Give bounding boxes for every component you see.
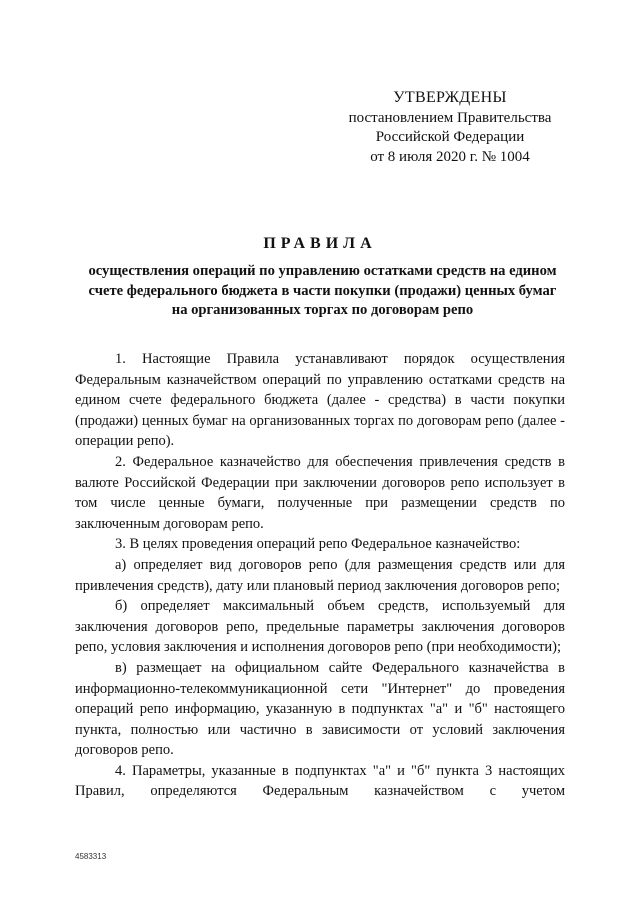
paragraph-3: 3. В целях проведения операций репо Федеральное казначейство:: [115, 536, 521, 553]
approval-line-2: Российской Федерации: [375, 129, 525, 145]
subtitle-line-3: на организованных торгах по договорам репо: [171, 302, 474, 318]
paragraph-3c: в) размещает на официальном сайте Федерального казначейства в информационно-телекоммуникационной сети "Интернет" до проведения операций репо информацию, указанную в подпунктах "а" и "б" настоящего пункта, полностью или частично в зависимости от условий заключения договоров репо.: [75, 659, 565, 759]
subtitle-line-2: счете федерального бюджета в части покупки (продажи) ценных бумаг: [88, 282, 557, 299]
approval-heading: УТВЕРЖДЕНЫ: [393, 89, 507, 106]
paragraph-3b: б) определяет максимальный объем средств, используемый для заключения договоров репо, предельные параметры заключения договоров репо, условия заключения и исполнения договоров репо (при необходимости);: [75, 598, 565, 656]
approval-block: [335, 88, 565, 167]
paragraph-4: 4. Параметры, указанные в подпунктах "а" и "б" пункта 3 настоящих Правил, определяются Федеральным казначейством с учетом: [75, 762, 565, 800]
approval-line-3: от 8 июля 2020 г. № 1004: [370, 148, 530, 165]
document-title: ПРАВИЛА: [263, 235, 377, 252]
subtitle-line-1: осуществления операций по управлению остатками средств на едином: [88, 263, 557, 279]
document-body: [75, 349, 565, 802]
document-subtitle: [70, 262, 575, 321]
document-code: 4583313: [75, 852, 107, 861]
approval-line-1: постановлением Правительства: [348, 109, 552, 126]
paragraph-2: 2. Федеральное казначейство для обеспечения привлечения средств в валюте Российской Федерации при заключении договоров репо использует в том числе ценные бумаги, полученные при размещении средств по заключенным договорам репо.: [75, 453, 565, 532]
paragraph-3a: а) определяет вид договоров репо (для размещения средств или для привлечения средств), дату или плановый период заключения договоров репо;: [75, 556, 565, 594]
paragraph-1: 1. Настоящие Правила устанавливают порядок осуществления Федеральным казначейством операций по управлению остатками средств на едином счете федерального бюджета (далее - средства) в части покупки (продажи) ценных бумаг на организованных торгах по договорам репо (далее - операции репо).: [75, 351, 565, 450]
